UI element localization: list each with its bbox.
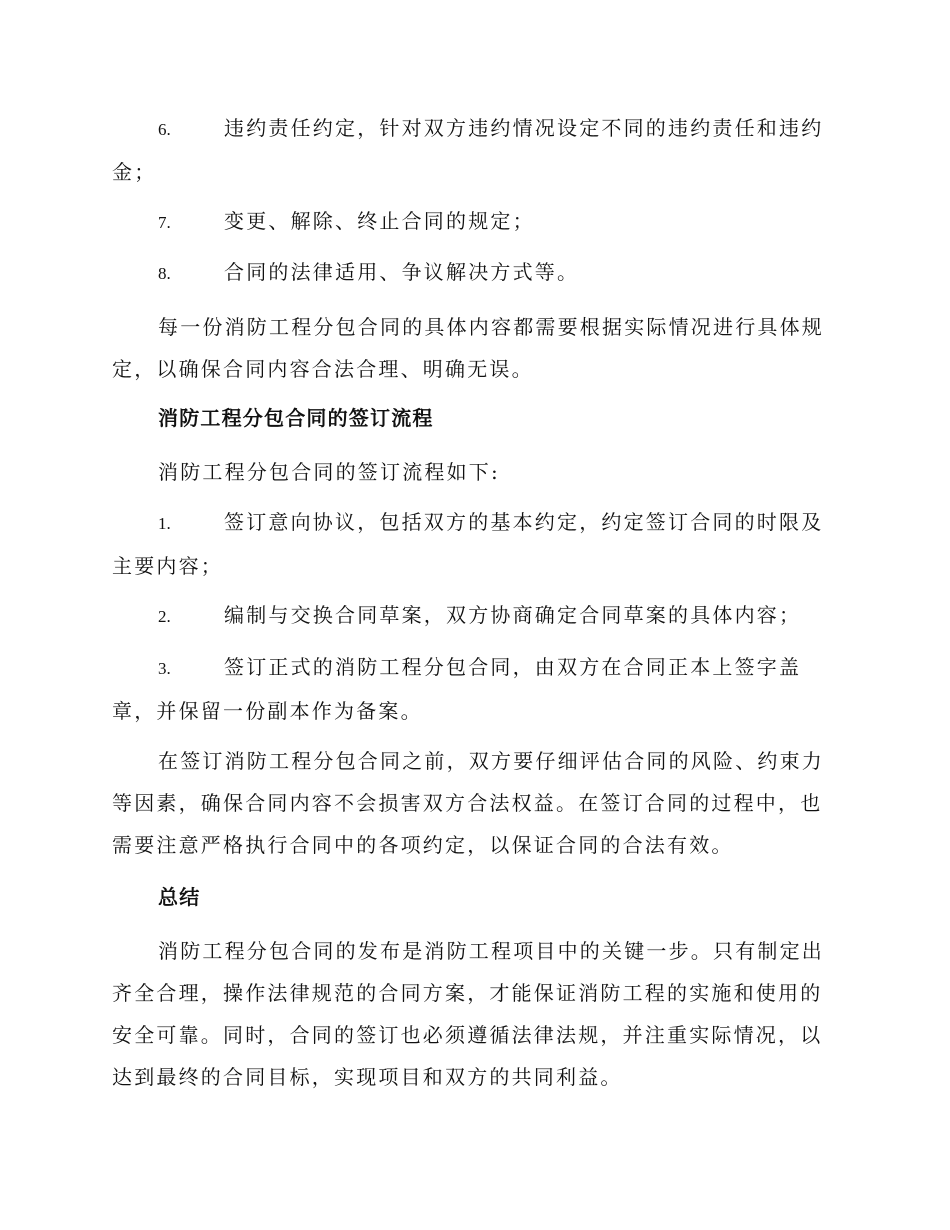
list-number: 1. bbox=[158, 514, 171, 533]
list-item bbox=[112, 646, 834, 732]
list-text: 合同的法律适用、争议解决方式等。 bbox=[224, 260, 580, 284]
paragraph: 每一份消防工程分包合同的具体内容都需要根据实际情况进行具体规定，以确保合同内容合法合理、明确无误。 bbox=[112, 315, 824, 381]
list-text: 违约责任约定，针对双方违约情况设定不同的违约责任和违约金； bbox=[112, 116, 824, 184]
list-number: 7. bbox=[158, 213, 171, 232]
list-number: 3. bbox=[158, 659, 171, 678]
list-item bbox=[112, 251, 834, 295]
list-item bbox=[112, 594, 834, 638]
list-number: 6. bbox=[158, 120, 171, 139]
list-text: 签订正式的消防工程分包合同，由双方在合同正本上签字盖章，并保留一份副本作为备案。 bbox=[112, 655, 802, 723]
list-text: 编制与交换合同草案，双方协商确定合同草案的具体内容； bbox=[224, 603, 802, 627]
list-text: 变更、解除、终止合同的规定； bbox=[224, 209, 535, 233]
list-item bbox=[112, 200, 834, 244]
paragraph: 消防工程分包合同的发布是消防工程项目中的关键一步。只有制定出齐全合理，操作法律规范的合同方案，才能保证消防工程的实施和使用的安全可靠。同时，合同的签订也必须遵循法律法规，并注重实际情况，以达到最终的合同目标，实现项目和双方的共同利益。 bbox=[112, 939, 824, 1089]
section-heading: 消防工程分包合同的签订流程 bbox=[158, 406, 434, 430]
list-number: 2. bbox=[158, 607, 171, 626]
list-item bbox=[112, 501, 834, 587]
list-item bbox=[112, 107, 834, 193]
section-heading: 总结 bbox=[158, 885, 201, 909]
list-text: 签订意向协议，包括双方的基本约定，约定签订合同的时限及主要内容； bbox=[112, 510, 824, 578]
paragraph: 在签订消防工程分包合同之前，双方要仔细评估合同的风险、约束力等因素，确保合同内容不会损害双方合法权益。在签订合同的过程中，也需要注意严格执行合同中的各项约定，以保证合同的合法有效。 bbox=[112, 749, 824, 857]
list-number: 8. bbox=[158, 264, 171, 283]
paragraph: 消防工程分包合同的签订流程如下: bbox=[158, 460, 500, 484]
